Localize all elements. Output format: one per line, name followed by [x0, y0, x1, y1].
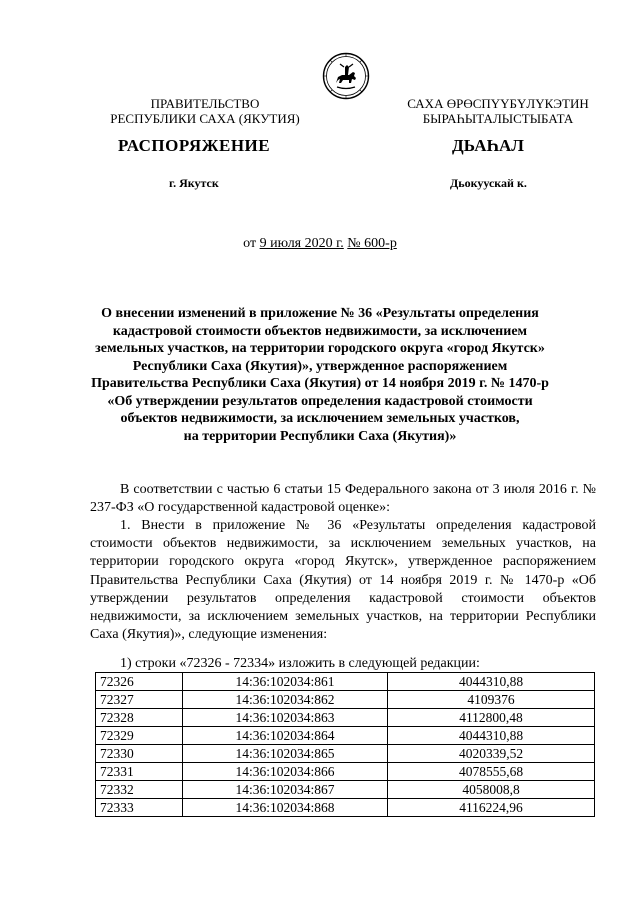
cadastral-number: 14:36:102034:867 [183, 781, 388, 799]
date-number-line [0, 236, 640, 252]
doc-type-russian: РАСПОРЯЖЕНИЕ [118, 136, 271, 155]
issuer-header-russian [100, 96, 310, 126]
doc-type-yakut: ДЬАҺАЛ [452, 136, 524, 155]
document-number: № 600-р [347, 236, 397, 251]
row-number: 72326 [96, 673, 183, 691]
row-number: 72330 [96, 745, 183, 763]
title-line: земельных участков, на территории городского округа «город Якутск» [95, 341, 545, 356]
title-line: кадастровой стоимости объектов недвижимости, за исключением [112, 323, 528, 339]
cadastral-value: 4112800,48 [388, 709, 595, 727]
title-line: Правительства Республики Саха (Якутия) от 14 ноября 2019 г. № 1470-р [91, 376, 549, 391]
table-row [96, 799, 595, 817]
cadastral-value: 4058008,8 [388, 781, 595, 799]
city-russian: г. Якутск [169, 176, 219, 190]
cadastral-number: 14:36:102034:863 [183, 709, 388, 727]
title-line: Республики Саха (Якутия)», утвержденное распоряжением [132, 358, 508, 374]
table-row [96, 763, 595, 781]
row-number: 72332 [96, 781, 183, 799]
row-number: 72328 [96, 709, 183, 727]
title-line: на территории Республики Саха (Якутия)» [183, 428, 457, 444]
title-line: «Об утверждении результатов определения кадастровой стоимости [107, 393, 533, 409]
table-row [96, 673, 595, 691]
document-title [60, 305, 580, 445]
table-row [96, 691, 595, 709]
table-row [96, 727, 595, 745]
table-row [96, 781, 595, 799]
issuer-line-1: ПРАВИТЕЛЬСТВО [150, 96, 260, 111]
table-row [96, 745, 595, 763]
issuer-line-2: РЕСПУБЛИКИ САХА (ЯКУТИЯ) [110, 111, 300, 126]
document-date: 9 июля 2020 г. [259, 236, 344, 251]
table-row [96, 709, 595, 727]
cadastral-number: 14:36:102034:862 [183, 691, 388, 709]
cadastral-number: 14:36:102034:868 [183, 799, 388, 817]
coat-of-arms-emblem [322, 52, 370, 100]
row-number: 72327 [96, 691, 183, 709]
title-line: объектов недвижимости, за исключением земельных участков, [120, 411, 520, 426]
subitem-1-paragraph: 1) строки «72326 - 72334» изложить в следующей редакции: [120, 656, 480, 671]
issuer-line-1-yakut: САХА ӨРӨСПҮҮБҮЛҮКЭТИН [407, 96, 589, 111]
item-1-paragraph: 1. Внести в приложение № 36 «Результаты определения кадастровой стоимости объектов недвижимости, за исключением земельных участков, на территории городского округа «город Якутск», утвержденное распоряжением Правительства Республики Саха (Якутия) от 14 ноября 2019 г. № 1470-р «Об утверждении результатов определения кадастровой стоимости объектов недвижимости, за исключением земельных участков, на территории Республики Саха (Якутия)», следующие изменения: [90, 518, 596, 643]
issuer-header-yakut [378, 96, 618, 126]
date-prefix: от [243, 236, 260, 251]
cadastral-number: 14:36:102034:861 [183, 673, 388, 691]
cadastral-value: 4044310,88 [388, 727, 595, 745]
cadastral-value: 4044310,88 [388, 673, 595, 691]
title-line: О внесении изменений в приложение № 36 «Результаты определения [101, 306, 539, 321]
cadastral-number: 14:36:102034:865 [183, 745, 388, 763]
cadastral-number: 14:36:102034:864 [183, 727, 388, 745]
cadastral-value: 4020339,52 [388, 745, 595, 763]
row-number: 72329 [96, 727, 183, 745]
issuer-line-2-yakut: БЫРАҺЫТАЛЫСТЫБАТА [422, 111, 574, 126]
city-yakut: Дьокуускай к. [450, 176, 527, 190]
cadastral-value: 4116224,96 [388, 799, 595, 817]
row-number: 72331 [96, 763, 183, 781]
cadastral-number: 14:36:102034:866 [183, 763, 388, 781]
cadastral-value: 4109376 [388, 691, 595, 709]
row-number: 72333 [96, 799, 183, 817]
preamble-paragraph: В соответствии с частью 6 статьи 15 Федерального закона от 3 июля 2016 г. № 237-ФЗ «О государственной кадастровой оценке»: [90, 482, 596, 516]
cadastral-values-table [95, 672, 595, 817]
cadastral-value: 4078555,68 [388, 763, 595, 781]
